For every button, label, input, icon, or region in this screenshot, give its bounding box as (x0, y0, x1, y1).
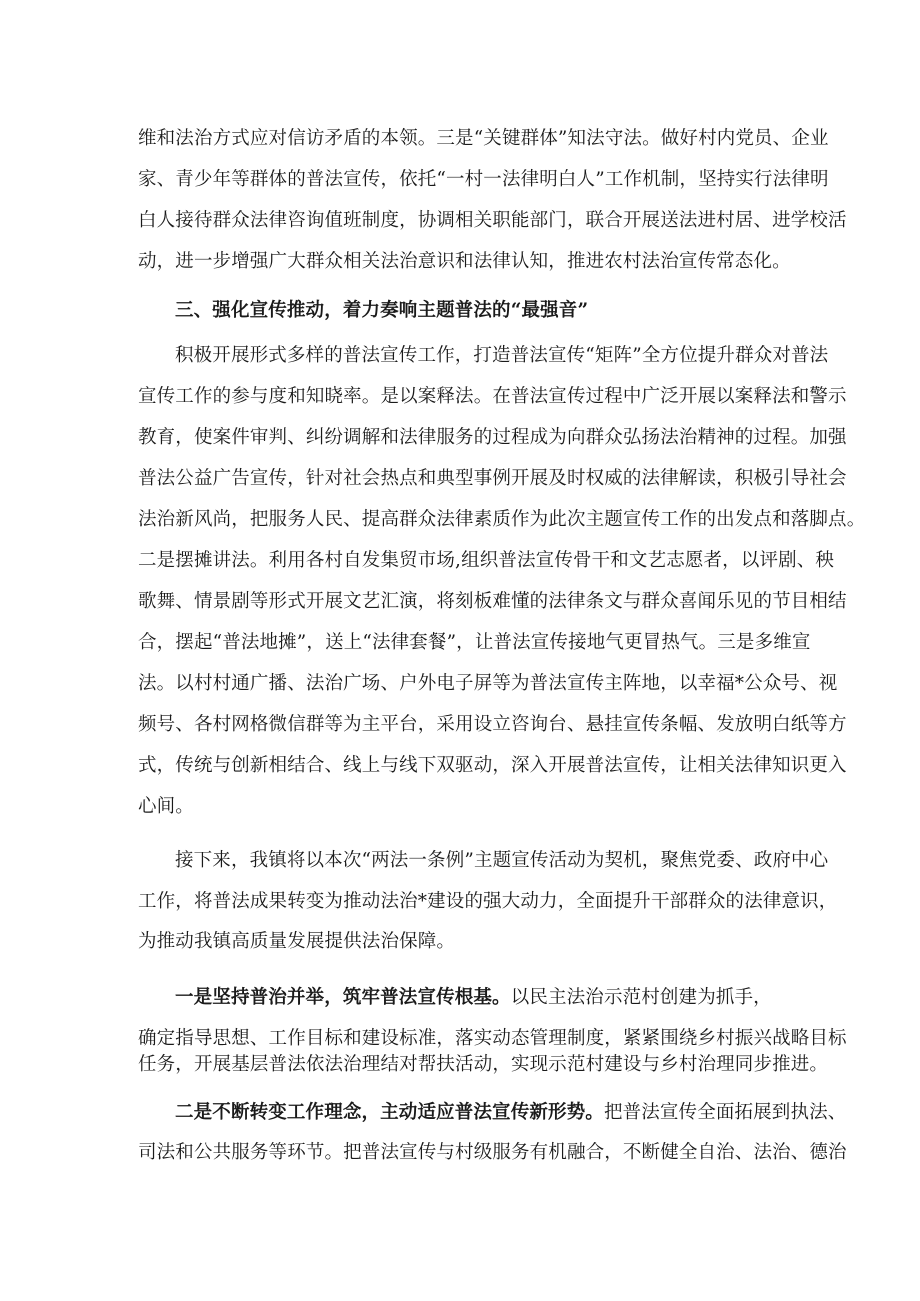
paragraph-line: 频号、各村网格微信群等为主平台，采用设立咨询台、悬挂宣传条幅、发放明白纸等方 (138, 714, 847, 735)
section-heading: 三、强化宣传推动，着力奏响主题普法的“最强音” (175, 300, 589, 321)
paragraph-line: 歌舞、情景剧等形式开展文艺汇演，将刻板难懂的法律条文与群众喜闻乐见的节目相结 (138, 591, 847, 612)
paragraph-line: 普法公益广告宣传，针对社会热点和典型事例开展及时权威的法律解读，积极引导社会 (138, 468, 847, 489)
paragraph-line: 二是摆摊讲法。利用各村自发集贸市场,组织普法宣传骨干和文艺志愿者，以评剧、秧 (138, 550, 835, 571)
paragraph-line: 白人接待群众法律咨询值班制度，协调相关职能部门，联合开展送法进村居、进学校活 (138, 210, 847, 231)
paragraph-line: 动，进一步增强广大群众相关法治意识和法律认知，推进农村法治宣传常态化。 (138, 251, 791, 272)
bold-lead: 二是不断转变工作理念，主动适应普法宣传新形势。 (175, 1102, 604, 1123)
paragraph-line: 一是坚持普治并举，筑牢普法宣传根基。以民主法治示范村创建为抓手， (175, 987, 772, 1008)
paragraph-line: 积极开展形式多样的普法宣传工作，打造普法宣传“矩阵”全方位提升群众对普法 (175, 345, 829, 366)
paragraph-line: 接下来，我镇将以本次“两法一条例”主题宣传活动为契机，聚焦党委、政府中心 (175, 850, 829, 871)
paragraph-line: 合，摆起“普法地摊”，送上“法律套餐”，让普法宣传接地气更冒热气。三是多维宣 (138, 632, 811, 653)
paragraph-line: 法。以村村通广播、法治广场、户外电子屏等为普法宣传主阵地，以幸福*公众号、视 (138, 673, 838, 694)
paragraph-line: 任务，开展基层普法依法治理结对帮扶活动，实现示范村建设与乡村治理同步推进。 (138, 1054, 829, 1075)
paragraph-line: 二是不断转变工作理念，主动适应普法宣传新形势。把普法宣传全面拓展到执法、 (175, 1102, 847, 1123)
paragraph-line: 家、青少年等群体的普法宣传，依托“一村一法律明白人”工作机制，坚持实行法律明 (138, 169, 829, 190)
bold-lead: 一是坚持普治并举，筑牢普法宣传根基。 (175, 987, 511, 1008)
paragraph-line: 为推动我镇高质量发展提供法治保障。 (138, 931, 456, 952)
paragraph-line: 工作，将普法成果转变为推动法治*建设的强大动力，全面提升干部群众的法律意识， (138, 891, 838, 912)
paragraph-line: 司法和公共服务等环节。把普法宣传与村级服务有机融合，不断健全自治、法治、德治 (138, 1142, 847, 1163)
paragraph-line: 式，传统与创新相结合、线上与线下双驱动，深入开展普法宣传，让相关法律知识更入 (138, 755, 847, 776)
paragraph-line: 宣传工作的参与度和知晓率。是以案释法。在普法宣传过程中广泛开展以案释法和警示 (138, 386, 847, 407)
paragraph-line: 维和法治方式应对信访矛盾的本领。三是“关键群体”知法守法。做好村内党员、企业 (138, 128, 829, 149)
paragraph-line: 心间。 (138, 796, 194, 817)
paragraph-line: 教育，使案件审判、纠纷调解和法律服务的过程成为向群众弘扬法治精神的过程。加强 (138, 427, 847, 448)
paragraph-line: 确定指导思想、工作目标和建设标准，落实动态管理制度，紧紧围绕乡村振兴战略目标 (138, 1028, 847, 1049)
paragraph-line: 法治新风尚，把服务人民、提高群众法律素质作为此次主题宣传工作的出发点和落脚点。 (138, 509, 866, 530)
